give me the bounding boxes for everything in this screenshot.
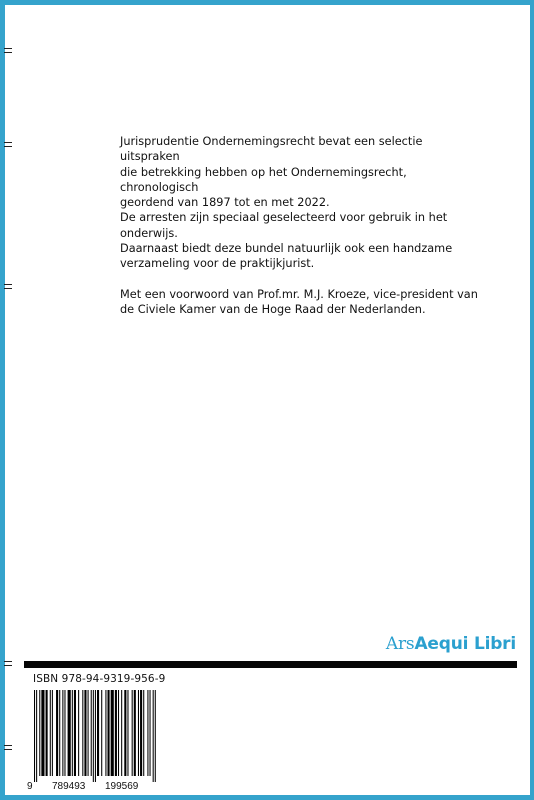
crop-mark: [4, 661, 12, 667]
barcode-bar: [143, 690, 144, 776]
barcode-bar: [124, 690, 126, 776]
barcode-bar: [39, 690, 40, 776]
blurb-line: die betrekking hebben op het Ondernemingsrecht, chronologisch: [120, 165, 407, 194]
barcode-bar: [101, 690, 102, 776]
barcode-bar: [147, 690, 148, 776]
barcode-bar: [72, 690, 73, 776]
barcode-bar: [62, 690, 63, 776]
barcode-digit-first: 9: [27, 781, 33, 791]
barcode-bar: [150, 690, 151, 776]
publisher-logo-ars: Ars: [385, 634, 415, 654]
crop-mark: [4, 745, 12, 751]
barcode-bar: [91, 690, 92, 776]
barcode-bar: [155, 690, 156, 782]
barcode-bar: [153, 690, 154, 782]
barcode-bar: [52, 690, 53, 776]
barcode-bar: [46, 690, 48, 776]
barcode-bar: [111, 690, 114, 776]
barcode-bar: [88, 690, 89, 776]
barcode-bar: [74, 690, 76, 776]
barcode-bar: [127, 690, 128, 776]
barcode-digits-right: 199569: [105, 781, 139, 791]
blurb-line: Daarnaast biedt deze bundel natuurlijk ook een handzame: [120, 242, 453, 256]
blurb-line: De arresten zijn speciaal geselecteerd voor gebruik in het: [120, 211, 448, 225]
barcode-bar: [64, 690, 65, 776]
back-cover-blurb: [120, 134, 480, 317]
barcode-bar: [118, 690, 119, 776]
foreword-line: Met een voorwoord van Prof.mr. M.J. Kroeze, vice-president van: [120, 287, 478, 301]
barcode-bar: [68, 690, 71, 776]
barcode-bar: [59, 690, 60, 776]
crop-mark: [4, 48, 12, 54]
barcode-bar: [34, 690, 35, 782]
barcode-bar: [140, 690, 142, 776]
bottom-rule: [24, 661, 517, 668]
barcode-bar: [108, 690, 110, 776]
isbn-label: ISBN 978-94-9319-956-9: [33, 673, 166, 685]
barcode-bar: [41, 690, 44, 776]
blurb-line: onderwijs.: [120, 226, 178, 240]
foreword-line: de Civiele Kamer van de Hoge Raad der Nederlanden.: [120, 302, 426, 316]
crop-mark: [4, 284, 12, 290]
barcode-bar: [56, 690, 58, 776]
barcode-bar: [115, 690, 117, 776]
barcode-bar: [78, 690, 79, 776]
barcode-bar: [105, 690, 106, 776]
publisher-logo-aequi-libri: Aequi Libri: [414, 634, 516, 654]
barcode-bar: [50, 690, 51, 776]
publisher-logo: [386, 634, 516, 654]
barcode-bar: [121, 690, 122, 776]
barcode-bar: [84, 690, 86, 776]
barcode-bar: [97, 690, 99, 776]
isbn-barcode: [26, 688, 156, 791]
barcode-bar: [95, 690, 96, 782]
blurb-line: Jurisprudentie Ondernemingsrecht bevat een selectie uitspraken: [120, 135, 423, 164]
barcode-digits-left: 789493: [52, 781, 86, 791]
crop-mark: [4, 142, 12, 148]
barcode-bar: [134, 690, 136, 776]
blurb-line: verzameling voor de praktijkjurist.: [120, 257, 315, 271]
barcode-bar: [36, 690, 37, 782]
barcode-bar: [132, 690, 133, 776]
blurb-line: geordend van 1897 tot en met 2022.: [120, 196, 330, 210]
barcode-bars: [34, 690, 156, 782]
barcode-bar: [138, 690, 139, 776]
barcode-bar: [93, 690, 94, 782]
barcode-bar: [82, 690, 83, 776]
